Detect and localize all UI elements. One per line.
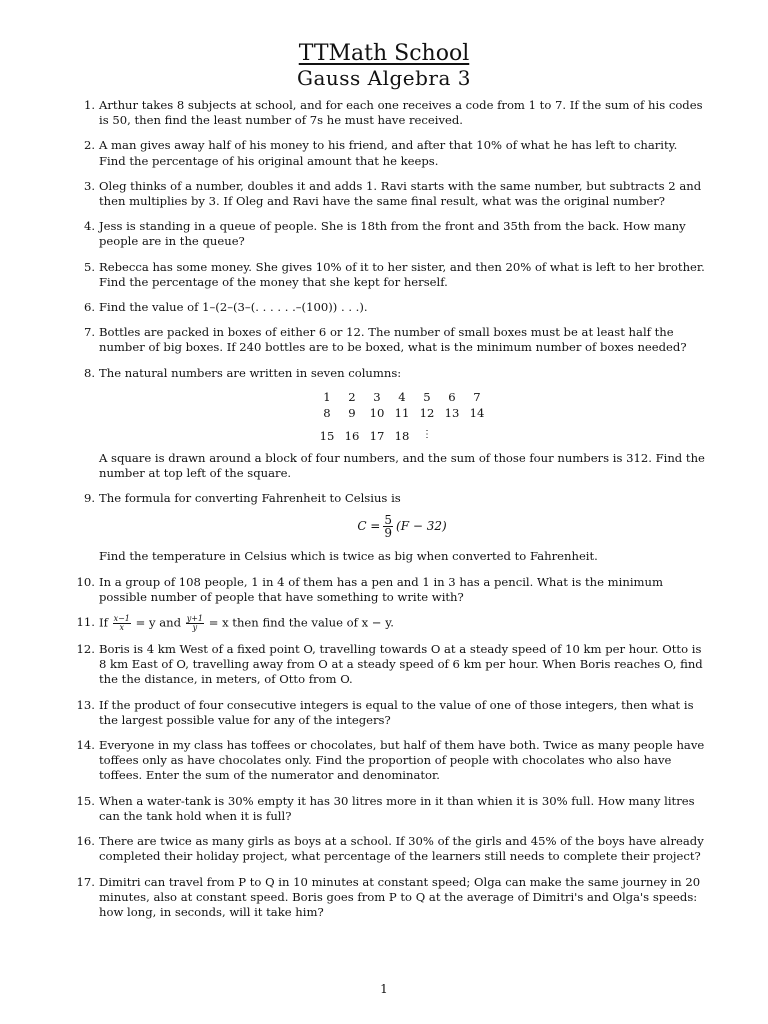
grid-cell: 5 (423, 390, 431, 405)
question-number: 15. (76, 793, 95, 808)
question-text: In a group of 108 people, 1 in 4 of them has a pen and 1 in 3 has a pencil. What is the minimum possible number of people that have something to write with? (99, 574, 663, 604)
grid-cell: 12 (419, 406, 435, 421)
fraction-denominator: 9 (384, 526, 393, 541)
grid-row (315, 422, 490, 445)
question-followup-text: A square is drawn around a block of four numbers, and the sum of those four numbers is 312. Find the number at top left of the square. (99, 450, 705, 481)
question-text: Oleg thinks of a number, doubles it and adds 1. Ravi starts with the same number, but subtracts 2 and then multiplies by 3. If Oleg and Ravi have the same final result, what was the original number? (99, 178, 702, 209)
grid-cell: 2 (348, 390, 356, 405)
question-number: 3. (83, 178, 95, 193)
fraction-numerator: y+1 (186, 614, 203, 624)
grid-cell (465, 422, 490, 445)
question-7 (73, 325, 705, 355)
question-number: 12. (76, 642, 95, 657)
question-12 (73, 642, 705, 688)
page-number: 1 (380, 982, 388, 996)
question-text: A man gives away half of his money to his friend, and after that 10% of what he has left to charity. Find the percentage of his original amount that he keeps. (99, 138, 678, 168)
school-title: TTMath School (298, 41, 470, 66)
fraction-x-minus-1-over-x (113, 615, 131, 632)
formula-lhs: C = (357, 519, 381, 534)
question-followup-text: Find the temperature in Celsius which is twice as big when converted to Fahrenheit. (99, 549, 598, 564)
fraction-numerator: x−1 (113, 614, 130, 624)
grid-cell: 10 (369, 406, 385, 421)
grid-row (315, 390, 490, 406)
question-10 (73, 575, 705, 605)
formula-rhs: (F − 32) (396, 519, 447, 534)
question-text: If the product of four consecutive integers is equal to the value of one of those integers, then what is the largest possible value for any of the integers? (99, 697, 694, 727)
question-13 (73, 698, 705, 728)
question-11 (73, 615, 705, 632)
grid-cell: 3 (373, 390, 381, 405)
text-if: If (99, 615, 108, 630)
worksheet-subtitle: Gauss Algebra 3 (296, 66, 471, 90)
question-number: 14. (76, 738, 95, 753)
text-equals-x: = x then find the value of x − y. (208, 615, 394, 630)
question-number: 4. (83, 219, 95, 234)
question-text: When a water-tank is 30% empty it has 30 litres more in it than whien it is 30% full. How many litres can the tank hold when it is full? (99, 793, 695, 823)
grid-cell: 9 (348, 406, 356, 421)
question-text: Everyone in my class has toffees or chocolates, but half of them have both. Twice as many people have toffees only as have chocolates only. Find the proportion of people with chocolates who also have toffees. Enter the sum of the numerator and denominator. (99, 738, 705, 783)
grid-cell: 8 (323, 406, 331, 421)
question-9 (73, 491, 705, 564)
question-number: 2. (83, 138, 95, 153)
question-number: 8. (83, 365, 95, 380)
question-17 (73, 875, 705, 921)
grid-cell: 7 (473, 390, 481, 405)
question-text: The natural numbers are written in seven columns: (99, 365, 402, 380)
question-15 (73, 794, 705, 824)
number-grid (99, 390, 705, 445)
question-text: Bottles are packed in boxes of either 6 or 12. The number of small boxes must be at least half the number of big boxes. If 240 bottles are to be boxed, what is the minimum number of boxes needed? (99, 325, 687, 355)
vertical-ellipsis-icon: ⋮ (422, 429, 432, 441)
grid-vdots (415, 422, 440, 445)
question-text: Find the value of 1–(2–(3–(. . . . . .–(100)) . . .). (99, 300, 368, 315)
question-3 (73, 179, 705, 209)
fraction-denominator: y (192, 623, 198, 633)
question-number: 10. (76, 574, 95, 589)
grid-cell: 18 (394, 429, 410, 444)
question-16 (73, 834, 705, 864)
question-6 (73, 300, 705, 315)
question-text: Rebecca has some money. She gives 10% of it to her sister, and then 20% of what is left to her brother. Find the percentage of the money that she kept for herself. (99, 259, 705, 289)
grid-cell (440, 422, 465, 445)
question-number: 13. (76, 697, 95, 712)
text-equals-y: = y and (135, 615, 181, 630)
grid-cell: 14 (469, 406, 485, 421)
question-text: Dimitri can travel from P to Q in 10 minutes at constant speed; Olga can make the same journey in 20 minutes, also at constant speed. Boris goes from P to Q at the average of Dimitri's and Olga's speeds: how long, in seconds, will it take him? (99, 874, 701, 919)
celsius-formula (99, 514, 705, 539)
grid-cell: 4 (398, 390, 406, 405)
question-number: 1. (83, 98, 95, 112)
fraction-denominator: x (119, 623, 124, 633)
question-number: 7. (83, 325, 95, 340)
question-4 (73, 219, 705, 249)
question-number: 11. (76, 615, 95, 630)
question-number: 17. (76, 874, 95, 889)
grid-cell: 15 (319, 429, 335, 444)
question-text: Boris is 4 km West of a fixed point O, travelling towards O at a steady speed of 10 km per hour. Otto is 8 km East of O, travelling away from O at a steady speed of 6 km per hour. When Boris reaches O, find the the distance, in meters, of Otto from O. (99, 642, 703, 687)
question-text (99, 615, 705, 632)
question-2 (73, 138, 705, 168)
question-number: 16. (76, 834, 95, 849)
question-1 (73, 98, 705, 128)
grid-cell: 11 (394, 406, 410, 421)
grid-cell: 17 (369, 429, 385, 444)
page-header (0, 42, 768, 90)
question-14 (73, 738, 705, 784)
question-number: 9. (83, 491, 95, 506)
grid-cell: 13 (444, 406, 460, 421)
grid-cell: 16 (344, 429, 360, 444)
grid-cell: 6 (448, 390, 456, 405)
number-grid-table (315, 390, 490, 445)
formula-fraction (383, 514, 393, 539)
question-number: 5. (83, 259, 95, 274)
fraction-numerator: 5 (384, 513, 393, 528)
question-text: Arthur takes 8 subjects at school, and for each one receives a code from 1 to 7. If the sum of his codes is 50, then find the least number of 7s he must have received. (99, 98, 703, 128)
question-number: 6. (83, 300, 95, 315)
question-text: Jess is standing in a queue of people. She is 18th from the front and 35th from the back. How many people are in the queue? (99, 219, 686, 249)
question-text: There are twice as many girls as boys at a school. If 30% of the girls and 45% of the boys have already completed their holiday project, what percentage of the learners still needs to complete their project? (99, 834, 704, 864)
question-list (73, 98, 705, 930)
question-5 (73, 260, 705, 290)
grid-row (315, 406, 490, 422)
fraction-y-plus-1-over-y (186, 615, 204, 632)
question-text: The formula for converting Fahrenheit to Celsius is (99, 491, 401, 506)
question-8 (73, 366, 705, 482)
grid-cell: 1 (323, 390, 331, 405)
